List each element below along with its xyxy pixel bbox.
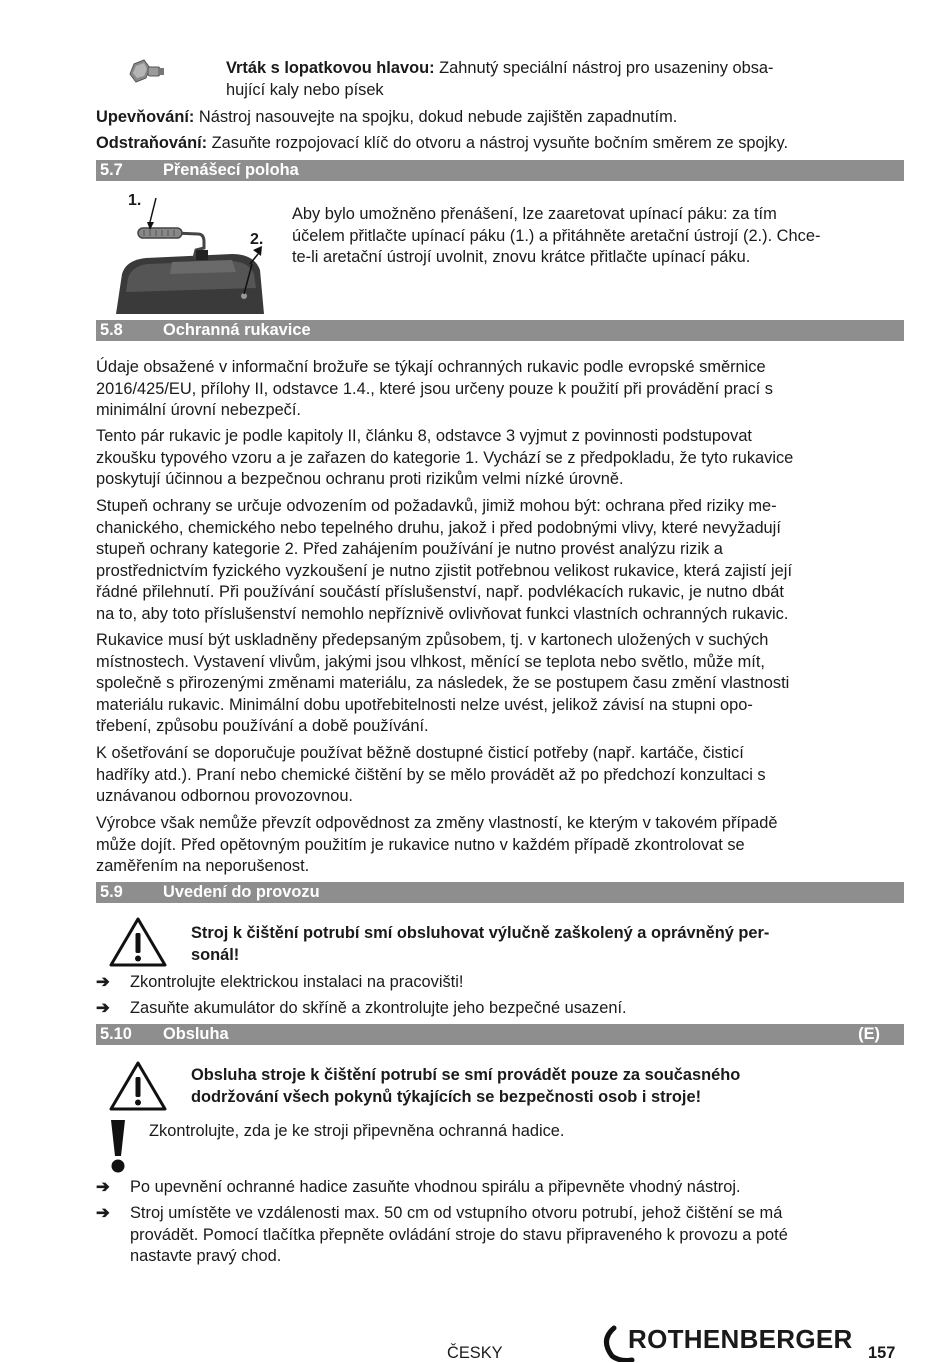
glove-paragraph-6 [96,813,904,878]
text-line: Tento pár rukavic je podle kapitoly II, článku 8, odstavce 3 vyjmut z povinnosti podstupovat [96,427,752,445]
glove-paragraph-2 [96,426,904,491]
text-line: třebení, způsobu používání a době používání. [96,717,429,735]
section-title: Ochranná rukavice [163,321,311,339]
drill-text-2: hující kaly nebo písek [226,80,384,99]
mount-instruction [96,107,904,129]
text-line: materiálu rukavic. Minimální dobu upotřebitelnosti nelze uvést, jelikož závisí na stupni opo- [96,695,753,714]
text-line: uznávanou odbornou provozovnou. [96,787,353,805]
section-title: Obsluha [163,1025,229,1043]
arrow-icon: ➔ [96,999,110,1017]
arrow-icon: ➔ [96,1178,110,1196]
step-text: Zasuňte akumulátor do skříně a zkontrolujte jeho bezpečné usazení. [130,999,627,1017]
drill-text: Zahnutý speciální nástroj pro usazeniny obsa- [434,59,774,77]
text-line: Obsluha stroje k čištění potrubí se smí provádět pouze za současného [191,1066,741,1084]
section-number: 5.8 [100,321,123,339]
text-line: Výrobce však nemůže převzít odpovědnost za změny vlastností, ke kterým v takovém případě [96,814,778,832]
text-line: řádné přilehnutí. Při používání součástí příslušenství, např. podvlékacích rukavic, je nutno dbát [96,583,784,601]
text-line: poskytují účinnou a bezpečnou ochranu proti rizikům velmi nízké úrovně. [96,470,624,488]
warning-personnel [191,923,871,966]
section-header-5-10 [96,1024,904,1045]
text-line: dodržování všech pokynů týkajících se bezpečnosti osob i stroje! [191,1087,702,1106]
step-check-installation [96,972,904,994]
text-line: hadříky atd.). Praní nebo chemické čištění by se mělo provádět až po předchozí konzultaci s [96,765,766,784]
section-tag: (E) [858,1025,880,1043]
text-line: účelem přitlačte upínací páku (1.) a přitáhněte aretační ústrojí (2.). Chce- [292,226,821,245]
text-line: sonál! [191,945,240,964]
remove-instruction [96,133,904,155]
section-title: Přenášecí poloha [163,161,299,179]
drill-term: Vrták s lopatkovou hlavou: [226,59,435,77]
text-line: zaměřením na neporušenost. [96,857,310,875]
glove-paragraph-4 [96,630,904,738]
text-line: te-li aretační ústrojí uvolnit, znovu krátce přitlačte upínací páku. [292,248,751,266]
text-line: na to, aby toto příslušenství nemohlo nepříznivě ovlivňovat funkci vlastních ochranných rukavic. [96,604,789,623]
text-line: Stroj umístěte ve vzdálenosti max. 50 cm od vstupního otvoru potrubí, jehož čištění se má [130,1204,783,1222]
section-number: 5.7 [100,161,123,179]
drill-description [226,58,866,101]
remove-text: Zasuňte rozpojovací klíč do otvoru a nástroj vysuňte bočním směrem ze spojky. [207,134,789,152]
section-number: 5.9 [100,883,123,901]
paddle-drill-icon [128,56,168,92]
section-header-5-7 [96,160,904,181]
note-protective-hose: Zkontrolujte, zda je ke stroji připevněna ochranná hadice. [149,1122,565,1140]
step-text [130,1203,904,1268]
warning-operation [191,1065,871,1108]
step-insert-spiral [96,1177,904,1199]
step-text: Zkontrolujte elektrickou instalaci na pracovišti! [130,973,464,991]
step-text: Po upevnění ochranné hadice zasuňte vhodnou spirálu a připevněte vhodný nástroj. [130,1178,741,1196]
text-line: Aby bylo umožněno přenášení, lze zaaretovat upínací páku: za tím [292,205,777,223]
section-header-5-8 [96,320,904,341]
exclamation-icon [108,1118,128,1174]
text-line: může dojít. Před opětovným použitím je rukavice nutno v každém případě zkontrolovat se [96,835,745,854]
text-line: prostřednictvím fyzického vyzkoušení je nutno zjistit potřebnou velikost rukavice, která zajistí její [96,561,792,580]
section-header-5-9 [96,882,904,903]
glove-paragraph-5 [96,743,904,808]
text-line: stupeň ochrany kategorie 2. Před zahájením používání je nutno provést analýzu rizik a [96,540,723,558]
callout-label-1: 1. [128,192,142,209]
text-line: Stroj k čištění potrubí smí obsluhovat výlučně zaškolený a oprávněný per- [191,924,770,942]
glove-paragraph-3 [96,496,904,625]
step-position-machine [96,1203,904,1268]
text-line: nastavte pravý chod. [130,1247,282,1265]
footer-language: ČESKY [447,1344,503,1362]
text-line: Stupeň ochrany se určuje odvozením od požadavků, jimiž mohou být: ochrana před riziky me- [96,497,777,515]
callout-label-2: 2. [250,231,264,248]
text-line: společně s přirozenými změnami materiálu, za následek, že se postupem času změní vlastnosti [96,674,790,692]
remove-term: Odstraňování: [96,134,208,152]
section-title: Uvedení do provozu [163,883,320,901]
text-line: Údaje obsažené v informační brožuře se týkají ochranných rukavic podle evropské směrnice [96,358,766,376]
arrow-icon: ➔ [96,973,110,991]
warning-triangle-icon [108,1060,168,1112]
mount-text: Nástroj nasouvejte na spojku, dokud nebude zajištěn zapadnutím. [194,108,678,126]
glove-paragraph-1 [96,357,904,422]
text-line: chanického, chemického nebo tepelného druhu, jakož i před podobnými vlivy, které nevyžadují [96,518,781,537]
text-line: minimální úrovní nebezpečí. [96,401,301,419]
mount-term: Upevňování: [96,108,195,126]
text-line: místnostech. Vystavení vlivům, jakými jsou vlhkost, měnící se teplota nebo světlo, může mít, [96,652,765,671]
text-line: Rukavice musí být uskladněny předepsaným způsobem, tj. v kartonech uložených v suchých [96,631,769,649]
arrow-icon: ➔ [96,1204,110,1222]
text-line: provádět. Pomocí tlačítka přepněte ovládání stroje do stavu připraveného k provozu a poté [130,1225,788,1244]
page-number: 157 [868,1344,896,1362]
warning-triangle-icon [108,916,168,968]
step-insert-battery [96,998,904,1020]
carry-position-text [292,204,904,269]
brand-logo: ROTHENBERGER [628,1324,853,1354]
text-line: zkoušku typového vzoru a je zařazen do kategorie 1. Vychází se z předpokladu, že tyto rukavice [96,448,794,467]
section-number: 5.10 [100,1025,132,1043]
text-line: 2016/425/EU, přílohy II, odstavce 1.4., které jsou určeny pouze k použití při provádění prací s [96,379,773,398]
text-line: K ošetřování se doporučuje používat běžně dostupné čisticí potřeby (např. kartáče, čisticí [96,744,744,762]
